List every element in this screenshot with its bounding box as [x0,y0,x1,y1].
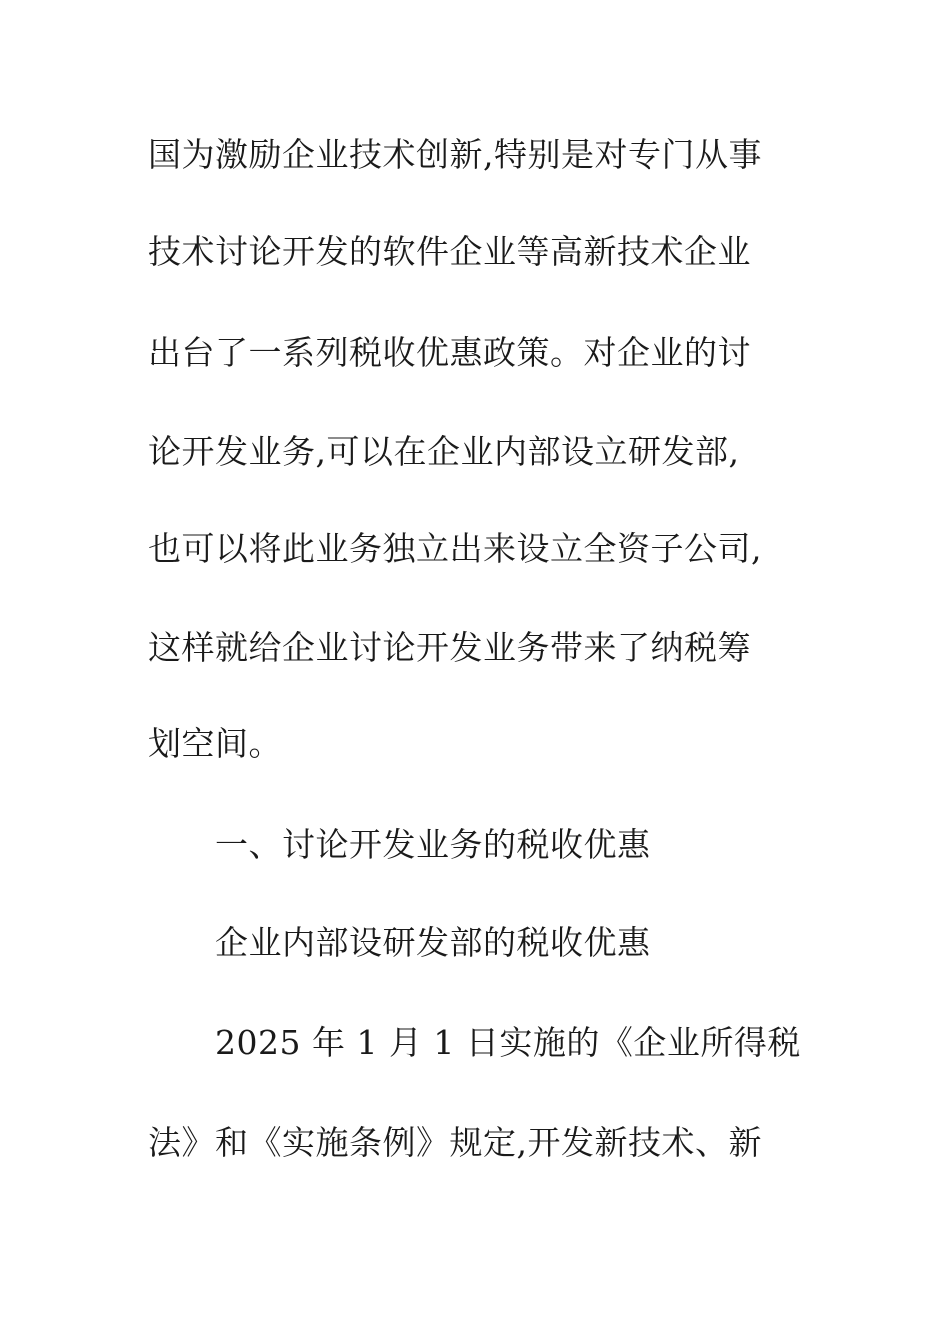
body-text-line: 也可以将此业务独立出来设立全资子公司, [148,529,762,568]
subsection-heading: 企业内部设研发部的税收优惠 [215,923,651,962]
body-text-line: 论开发业务,可以在企业内部设立研发部, [148,432,740,471]
body-text-line: 国为激励企业技术创新,特别是对专门从事 [148,135,762,174]
section-heading: 一、讨论开发业务的税收优惠 [215,825,651,864]
body-text-line: 出台了一系列税收优惠政策。对企业的讨 [148,333,751,372]
body-text-line: 法》和《实施条例》规定,开发新技术、新 [148,1123,762,1162]
body-text-line: 技术讨论开发的软件企业等高新技术企业 [148,232,751,271]
body-text-line: 这样就给企业讨论开发业务带来了纳税筹 [148,628,751,667]
body-text-line: 2025 年 1 月 1 日实施的《企业所得税 [215,1023,801,1062]
body-text-line: 划空间。 [148,724,282,763]
